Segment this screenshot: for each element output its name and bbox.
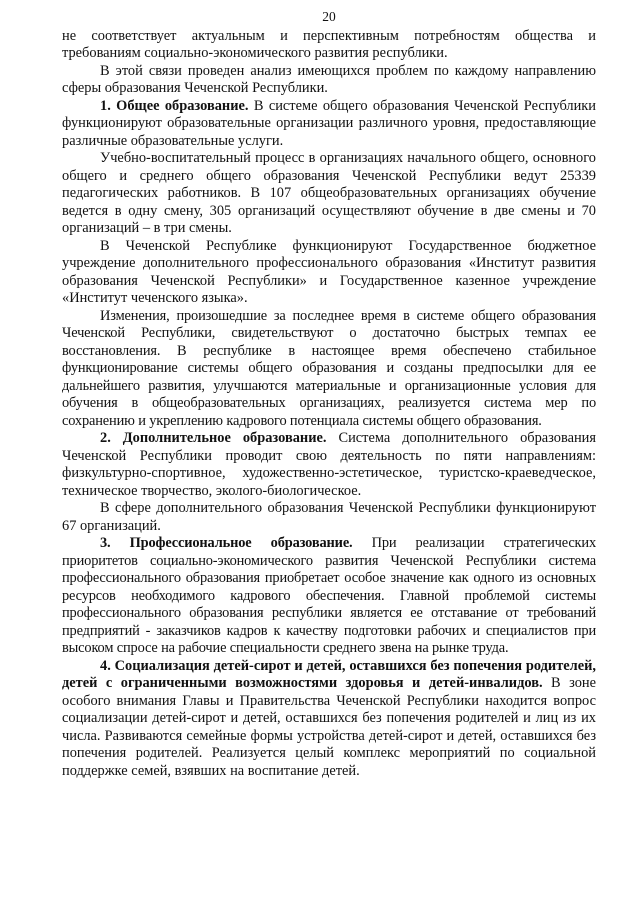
- paragraph-professional-education: [62, 535, 596, 658]
- paragraph-text: В системе общего образования Чеченской Республики функционируют образовательные организации различного уровня, предоставляющие различные образовательные услуги.: [62, 97, 596, 149]
- document-page: [62, 8, 596, 780]
- paragraph-orphans-socialization: [62, 658, 596, 781]
- paragraph-text: Система дополнительного образования Чеченской Республики проводит свою деятельность по пяти направлениям: физкультурно-спортивное, художественно-эстетическое, туристско-краеведческое, техническое творчество, эколого-биологическое.: [62, 430, 596, 499]
- paragraph-text: В зоне особого внимания Главы и Правительства Чеченской Республики находится вопрос социализации детей-сирот и детей, оставшихся без попечения родителей и лиц из их числа. Развиваются семейные формы устройства детей-сирот и детей, оставшихся без попечения родителей. Реализуется целый комплекс мероприятий по социальной поддержке семей, взявших на воспитание детей.: [62, 675, 596, 779]
- page-number: 20: [322, 9, 336, 24]
- section-heading-general-education: 1. Общее образование.: [100, 97, 249, 114]
- section-heading-professional-education: 3. Профессиональное образование.: [100, 535, 353, 551]
- paragraph-teachers: Учебно-воспитательный процесс в организациях начального общего, основного общего и среднего общего образования Чеченской Республики ведут 25339 педагогических работников. В 107 общеобразовательных организациях обучение ведется в одну смену, 305 организаций осуществляют обучение в две смены и 70 организаций – в три смены.: [62, 150, 596, 236]
- paragraph-changes: Изменения, произошедшие за последнее время в системе общего образования Чеченской Республики, свидетельствуют о достаточно быстрых темпах ее восстановления. В республике в настоящее время обеспечено стабильное функционирование системы общего образования и созданы предпосылки для ее дальнейшего развития, улучшаются материальные и организационные условия для обучения в общеобразовательных организациях, реализуется система мер по сохранению и укреплению кадрового потенциала системы общего образования.: [62, 307, 596, 429]
- section-heading-additional-education: 2. Дополнительное образование.: [100, 430, 327, 446]
- paragraph-analysis-intro: В этой связи проведен анализ имеющихся проблем по каждому направлению сферы образования Чеченской Республики.: [62, 62, 596, 96]
- paragraph-organizations-count: В сфере дополнительного образования Чеченской Республики функционируют 67 организаций.: [62, 500, 596, 534]
- section-heading-orphans-socialization: 4. Социализация детей-сирот и детей, оставшихся без попечения родителей, детей с ограниченными возможностями здоровья и детей-инвалидов.: [62, 657, 596, 691]
- paragraph-general-education: [62, 98, 596, 151]
- paragraph-additional-education: [62, 430, 596, 500]
- paragraph-institutes: В Чеченской Республике функционируют Государственное бюджетное учреждение дополнительного профессионального образования «Институт развития образования Чеченской Республики» и Государственное казенное учреждение «Институт чеченского языка».: [62, 237, 596, 306]
- paragraph-text: При реализации стратегических приоритетов социально-экономического развития Чеченской Республики система профессионального образования приобретает особое значение как одного из основных ресурсов необходимого кадрового обеспечения. Главной проблемой системы профессионального образования республики является ее отставание от требований предприятий - заказчиков кадров к качеству подготовки рабочих и специалистов при высоком спросе на рабочие специальности среднего звена на рынке труда.: [62, 535, 596, 656]
- paragraph-continuation: не соответствует актуальным и перспективным потребностям общества и требованиям социально-экономического развития республики.: [62, 27, 596, 61]
